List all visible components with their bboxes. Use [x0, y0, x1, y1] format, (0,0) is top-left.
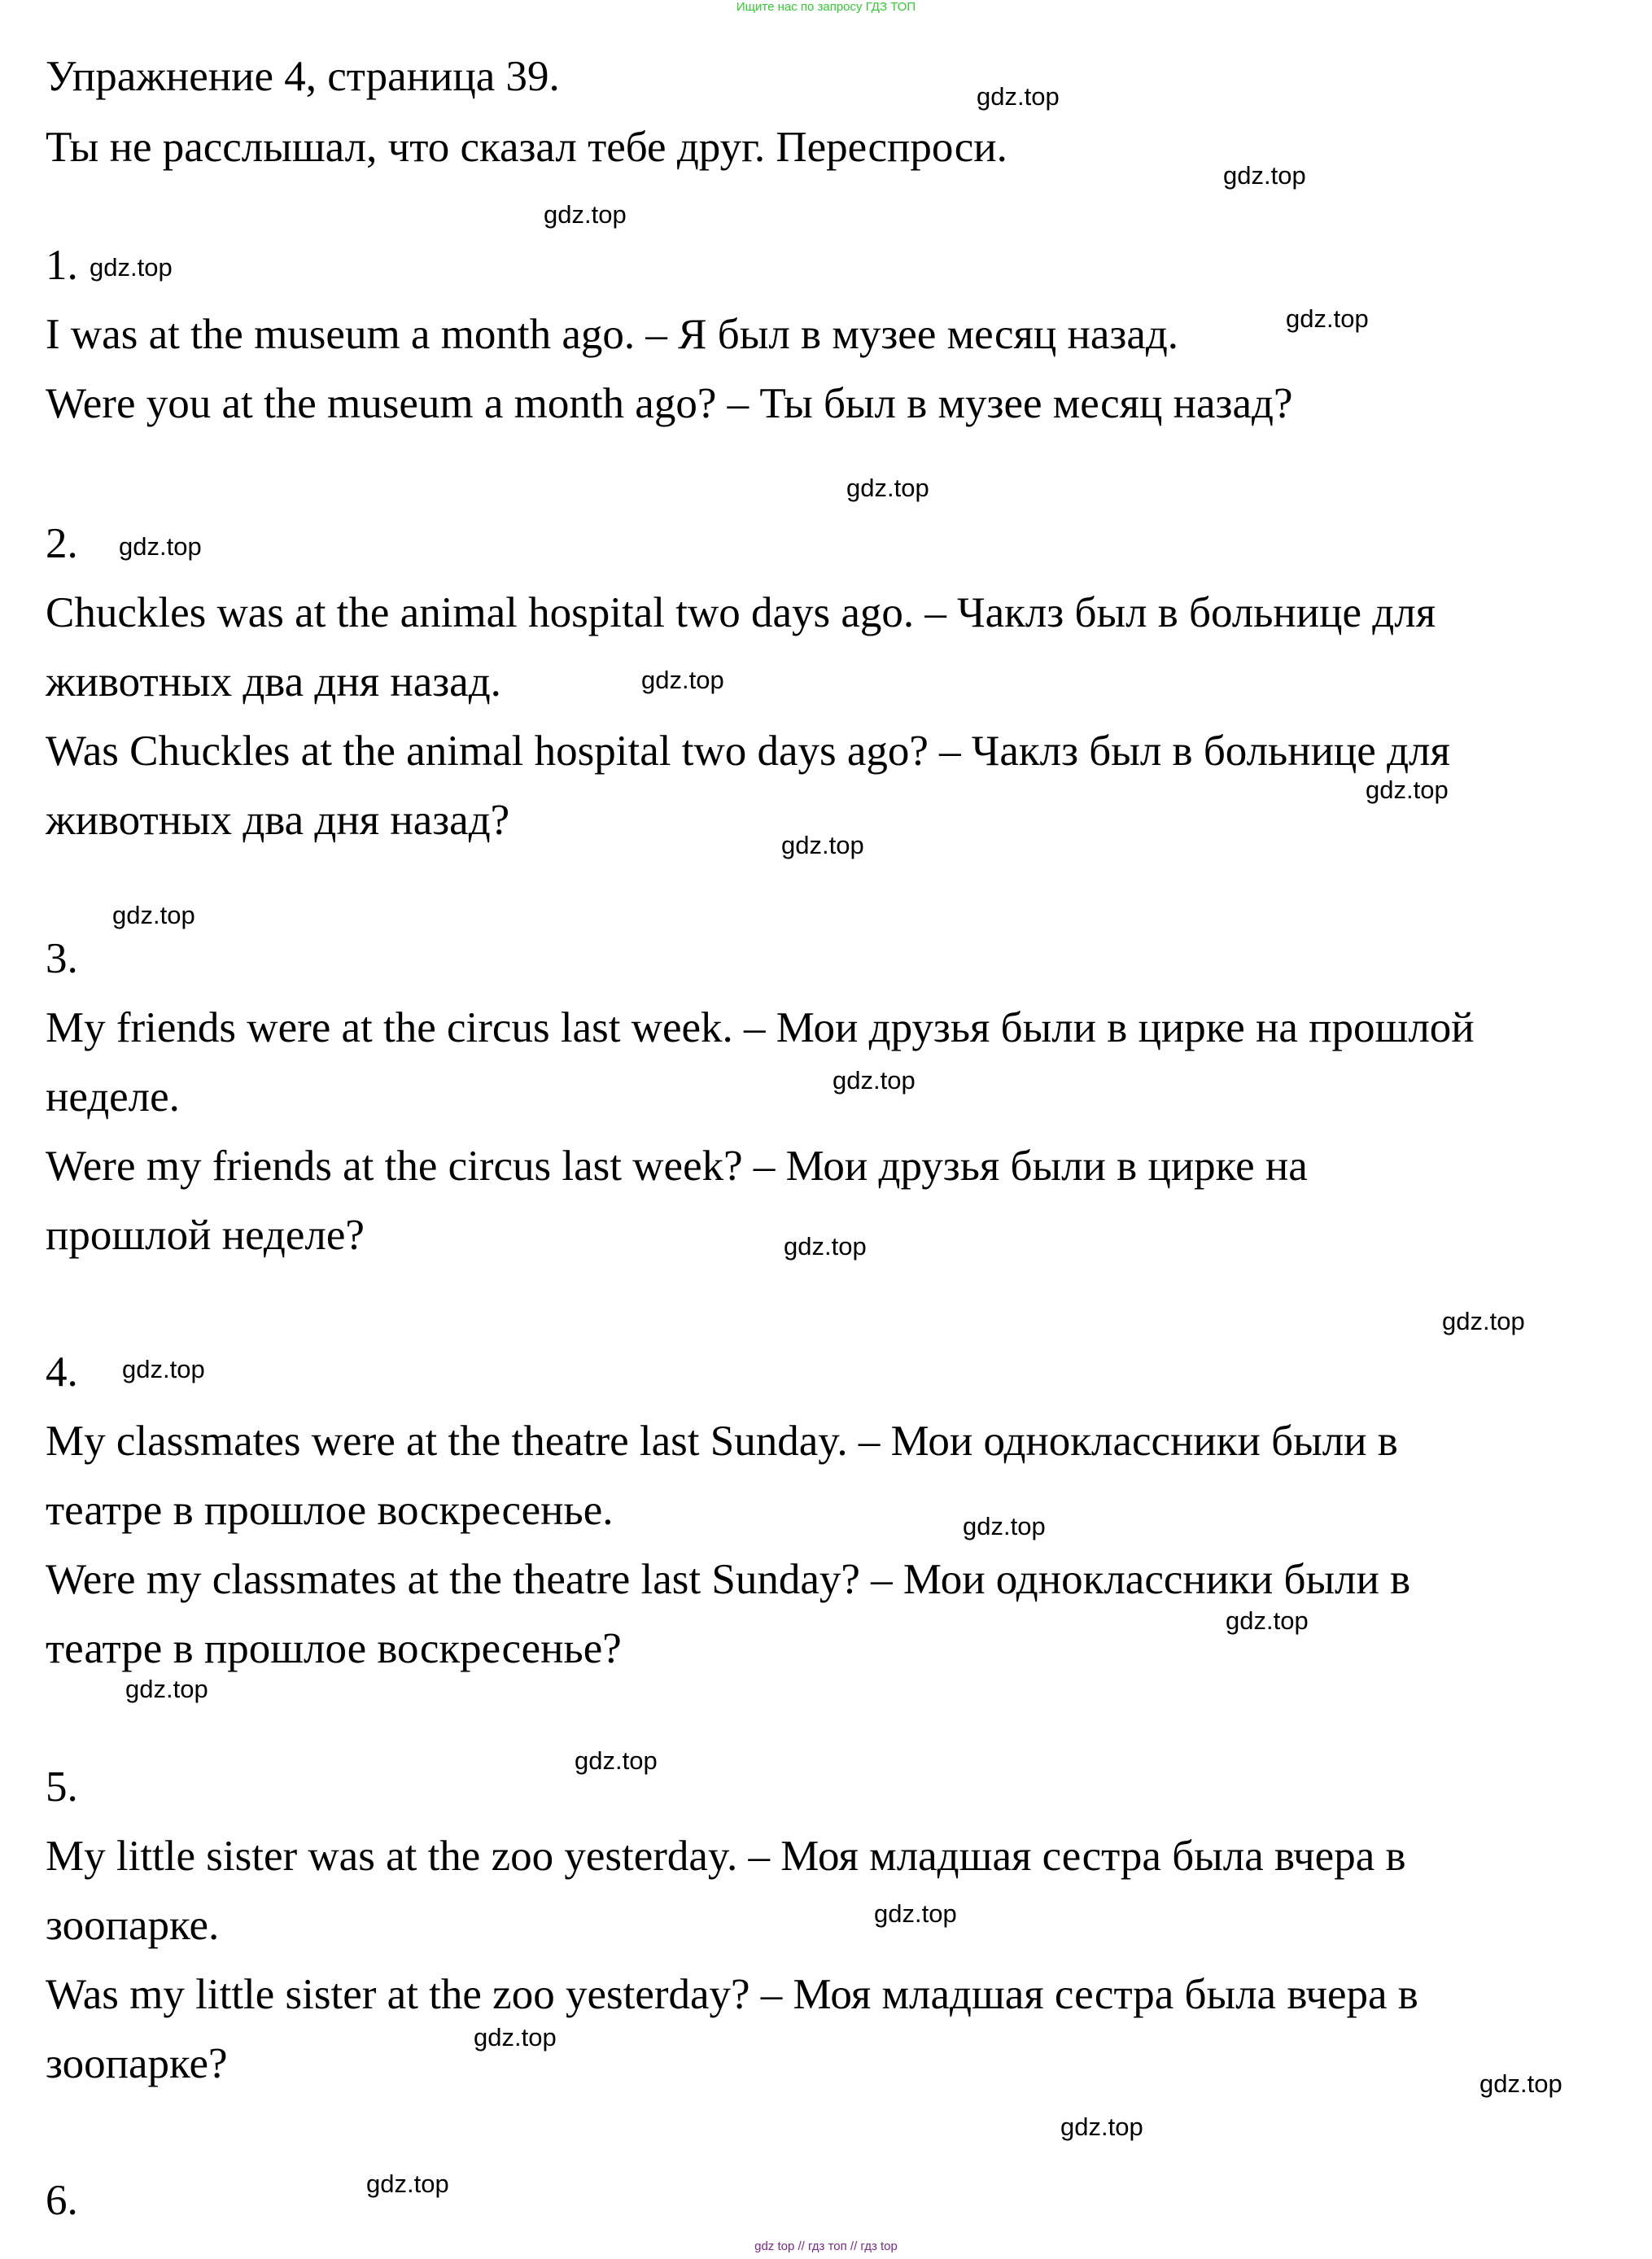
header-banner: Ищите нас по запросу ГДЗ ТОП	[736, 0, 916, 14]
item-4-line-3: Were my classmates at the theatre last Sunday? – Мои одноклассники были в	[46, 1556, 1411, 1603]
watermark: gdz.top	[781, 831, 864, 859]
item-1-line-1: I was at the museum a month ago. – Я был в музее месяц назад.	[46, 311, 1179, 358]
watermark: gdz.top	[1286, 304, 1369, 333]
footer-banner: gdz top // гдз топ // гдз top	[754, 2239, 898, 2253]
watermark: gdz.top	[1442, 1307, 1525, 1335]
watermark: gdz.top	[544, 200, 627, 229]
item-2-line-2: животных два дня назад.	[46, 658, 501, 706]
item-3-line-3: Were my friends at the circus last week? – Мои друзья были в цирке на	[46, 1143, 1308, 1190]
item-5-line-2: зоопарке.	[46, 1902, 220, 1949]
item-number-4: 4.	[46, 1348, 78, 1396]
item-3-line-2: неделе.	[46, 1073, 180, 1121]
watermark: gdz.top	[1223, 161, 1306, 190]
item-5-line-3: Was my little sister at the zoo yesterday? – Моя младшая сестра была вчера в	[46, 1971, 1418, 2018]
watermark: gdz.top	[1479, 2069, 1562, 2098]
watermark: gdz.top	[119, 532, 202, 561]
watermark: gdz.top	[1226, 1606, 1309, 1635]
watermark: gdz.top	[833, 1066, 916, 1095]
item-1-line-2: Were you at the museum a month ago? – Ты был в музее месяц назад?	[46, 380, 1293, 427]
watermark: gdz.top	[874, 1899, 957, 1928]
watermark: gdz.top	[366, 2169, 449, 2198]
instruction: Ты не расслышал, что сказал тебе друг. Переспроси.	[46, 124, 1007, 171]
watermark: gdz.top	[641, 666, 724, 694]
item-number-1: 1.	[46, 242, 78, 289]
watermark: gdz.top	[122, 1355, 205, 1383]
item-2-line-3: Was Chuckles at the animal hospital two days ago? – Чаклз был в больнице для	[46, 728, 1450, 775]
item-number-2: 2.	[46, 520, 78, 567]
watermark: gdz.top	[846, 474, 929, 502]
watermark: gdz.top	[575, 1746, 658, 1775]
item-4-line-4: театре в прошлое воскресенье?	[46, 1625, 622, 1672]
watermark: gdz.top	[784, 1232, 867, 1261]
watermark: gdz.top	[977, 82, 1060, 111]
watermark: gdz.top	[474, 2023, 557, 2051]
item-number-5: 5.	[46, 1763, 78, 1811]
item-2-line-4: животных два дня назад?	[46, 797, 510, 844]
watermark: gdz.top	[1060, 2113, 1143, 2141]
page-title: Упражнение 4, страница 39.	[46, 53, 560, 100]
watermark: gdz.top	[125, 1675, 208, 1703]
item-5-line-1: My little sister was at the zoo yesterday. – Моя младшая сестра была вчера в	[46, 1833, 1406, 1880]
watermark: gdz.top	[112, 901, 195, 929]
watermark: gdz.top	[1366, 776, 1449, 804]
item-4-line-2: театре в прошлое воскресенье.	[46, 1487, 614, 1534]
item-5-line-4: зоопарке?	[46, 2040, 228, 2087]
watermark: gdz.top	[963, 1512, 1046, 1540]
watermark: gdz.top	[90, 253, 173, 282]
item-number-6: 6.	[46, 2177, 78, 2224]
item-number-3: 3.	[46, 935, 78, 982]
item-3-line-1: My friends were at the circus last week. – Мои друзья были в цирке на прошлой	[46, 1004, 1475, 1051]
item-4-line-1: My classmates were at the theatre last Sunday. – Мои одноклассники были в	[46, 1418, 1398, 1465]
item-3-line-4: прошлой неделе?	[46, 1212, 365, 1259]
item-2-line-1: Chuckles was at the animal hospital two days ago. – Чаклз был в больнице для	[46, 589, 1436, 636]
